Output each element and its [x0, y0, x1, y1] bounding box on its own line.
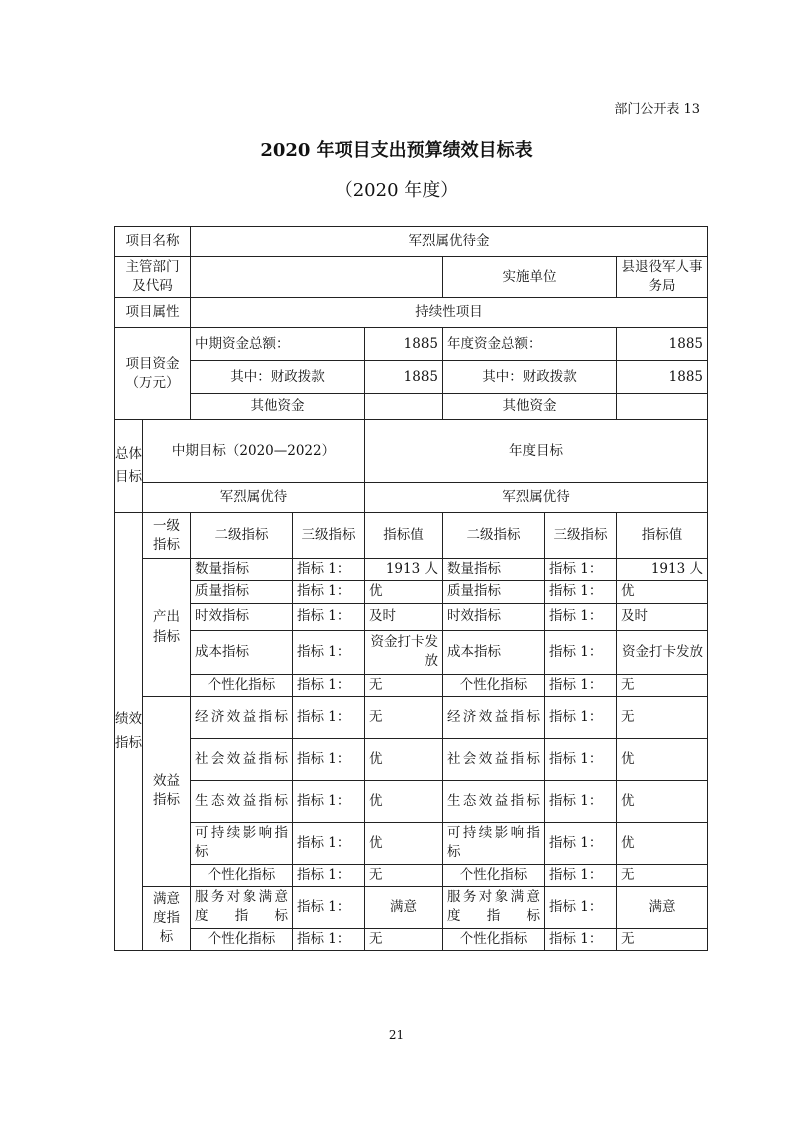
l3-mid: 指标 1：	[293, 822, 365, 864]
year-other-value	[617, 394, 708, 420]
year-other-label: 其他资金	[443, 394, 617, 420]
l2-mid: 服务对象满意度指标	[191, 886, 293, 928]
value-year: 及时	[617, 603, 708, 630]
value-year: 无	[617, 928, 708, 950]
level3-header-mid: 三级指标	[293, 513, 365, 559]
table-row	[115, 630, 708, 674]
l2-mid: 生态效益指标	[191, 780, 293, 822]
value-header-year: 指标值	[617, 513, 708, 559]
value-year: 1913 人	[617, 559, 708, 581]
table-row	[115, 674, 708, 696]
l3-year: 指标 1：	[545, 928, 617, 950]
mid-other-label: 其他资金	[191, 394, 365, 420]
value-year: 优	[617, 780, 708, 822]
level2-header-year: 二级指标	[443, 513, 545, 559]
project-name-value: 军烈属优待金	[191, 227, 708, 257]
l3-year: 指标 1：	[545, 674, 617, 696]
l3-year: 指标 1：	[545, 603, 617, 630]
l2-year: 服务对象满意度指标	[443, 886, 545, 928]
l2-year: 经济效益指标	[443, 696, 545, 738]
mid-fiscal-value: 1885	[365, 361, 443, 394]
l2-year: 社会效益指标	[443, 738, 545, 780]
project-name-label: 项目名称	[115, 227, 191, 257]
value-mid: 优	[365, 738, 443, 780]
value-mid: 优	[365, 780, 443, 822]
value-year: 无	[617, 696, 708, 738]
l2-mid: 个性化指标	[191, 928, 293, 950]
l2-year: 个性化指标	[443, 864, 545, 886]
table-row	[115, 886, 708, 928]
l2-year: 数量指标	[443, 559, 545, 581]
l3-year: 指标 1：	[545, 581, 617, 603]
year-goal-header: 年度目标	[365, 420, 708, 483]
value-mid: 及时	[365, 603, 443, 630]
l3-mid: 指标 1：	[293, 630, 365, 674]
l3-year: 指标 1：	[545, 559, 617, 581]
year-goal-value: 军烈属优待	[365, 483, 708, 513]
page-number: 21	[388, 1028, 405, 1042]
value-mid: 优	[365, 822, 443, 864]
l2-year: 生态效益指标	[443, 780, 545, 822]
l3-year: 指标 1：	[545, 780, 617, 822]
table-row	[115, 603, 708, 630]
dept-value	[191, 257, 443, 298]
table-row	[115, 581, 708, 603]
mid-total-value: 1885	[365, 328, 443, 361]
project-attr-label: 项目属性	[115, 298, 191, 328]
value-year: 满意	[617, 886, 708, 928]
l3-year: 指标 1：	[545, 886, 617, 928]
year-total-label: 年度资金总额：	[443, 328, 617, 361]
l3-mid: 指标 1：	[293, 780, 365, 822]
level1-output: 产出指标	[143, 559, 191, 696]
mid-total-label: 中期资金总额：	[191, 328, 365, 361]
l2-year: 个性化指标	[443, 928, 545, 950]
level1-benefit: 效益指标	[143, 696, 191, 886]
l3-mid: 指标 1：	[293, 696, 365, 738]
value-year: 优	[617, 581, 708, 603]
value-mid: 资金打卡发放	[365, 630, 443, 674]
value-mid: 优	[365, 581, 443, 603]
indicator-header-row	[115, 513, 708, 559]
l3-year: 指标 1：	[545, 696, 617, 738]
funds-label: 项目资金（万元）	[115, 328, 191, 420]
l3-mid: 指标 1：	[293, 928, 365, 950]
value-mid: 满意	[365, 886, 443, 928]
l2-mid: 可持续影响指标	[191, 822, 293, 864]
level1-satisfaction: 满意度指标	[143, 886, 191, 950]
l2-year: 质量指标	[443, 581, 545, 603]
mid-goal-value: 军烈属优待	[143, 483, 365, 513]
l2-mid: 社会效益指标	[191, 738, 293, 780]
table-row	[115, 559, 708, 581]
l3-mid: 指标 1：	[293, 864, 365, 886]
impl-unit-label: 实施单位	[443, 257, 617, 298]
year-total-value: 1885	[617, 328, 708, 361]
l3-year: 指标 1：	[545, 864, 617, 886]
value-header-mid: 指标值	[365, 513, 443, 559]
value-year: 无	[617, 674, 708, 696]
year-fiscal-value: 1885	[617, 361, 708, 394]
l3-mid: 指标 1：	[293, 581, 365, 603]
page-subtitle: （2020 年度）	[334, 180, 459, 201]
l3-year: 指标 1：	[545, 738, 617, 780]
table-row	[115, 928, 708, 950]
l2-mid: 时效指标	[191, 603, 293, 630]
level3-header-year: 三级指标	[545, 513, 617, 559]
l2-year: 时效指标	[443, 603, 545, 630]
value-mid: 无	[365, 674, 443, 696]
level2-header-mid: 二级指标	[191, 513, 293, 559]
overall-goal-label: 总体目标	[115, 420, 143, 513]
table-row	[115, 822, 708, 864]
table-row	[115, 864, 708, 886]
value-mid: 无	[365, 928, 443, 950]
l2-year: 个性化指标	[443, 674, 545, 696]
year-fiscal-label: 其中：财政拨款	[443, 361, 617, 394]
l2-year: 成本指标	[443, 630, 545, 674]
table-row	[115, 738, 708, 780]
l2-mid: 个性化指标	[191, 674, 293, 696]
mid-other-value	[365, 394, 443, 420]
value-year: 资金打卡发放	[617, 630, 708, 674]
value-year: 优	[617, 822, 708, 864]
table-row	[115, 696, 708, 738]
value-year: 无	[617, 864, 708, 886]
l3-year: 指标 1：	[545, 822, 617, 864]
l2-mid: 数量指标	[191, 559, 293, 581]
l2-mid: 质量指标	[191, 581, 293, 603]
l3-mid: 指标 1：	[293, 603, 365, 630]
dept-label: 主管部门及代码	[115, 257, 191, 298]
performance-target-table	[114, 226, 708, 951]
l3-mid: 指标 1：	[293, 886, 365, 928]
l3-mid: 指标 1：	[293, 674, 365, 696]
table-row	[115, 780, 708, 822]
l3-year: 指标 1：	[545, 630, 617, 674]
project-attr-value: 持续性项目	[191, 298, 708, 328]
l2-mid: 经济效益指标	[191, 696, 293, 738]
performance-indicator-label: 绩效指标	[115, 513, 143, 951]
page-tag: 部门公开表 13	[614, 102, 700, 117]
page-title: 2020 年项目支出预算绩效目标表	[260, 140, 533, 161]
value-mid: 无	[365, 696, 443, 738]
value-mid: 无	[365, 864, 443, 886]
mid-goal-header: 中期目标（2020—2022）	[143, 420, 365, 483]
l2-mid: 成本指标	[191, 630, 293, 674]
l2-year: 可持续影响指标	[443, 822, 545, 864]
l3-mid: 指标 1：	[293, 559, 365, 581]
l3-mid: 指标 1：	[293, 738, 365, 780]
value-year: 优	[617, 738, 708, 780]
value-mid: 1913 人	[365, 559, 443, 581]
impl-unit-value: 县退役军人事务局	[617, 257, 708, 298]
l2-mid: 个性化指标	[191, 864, 293, 886]
mid-fiscal-label: 其中：财政拨款	[191, 361, 365, 394]
level1-header: 一级指标	[143, 513, 191, 559]
